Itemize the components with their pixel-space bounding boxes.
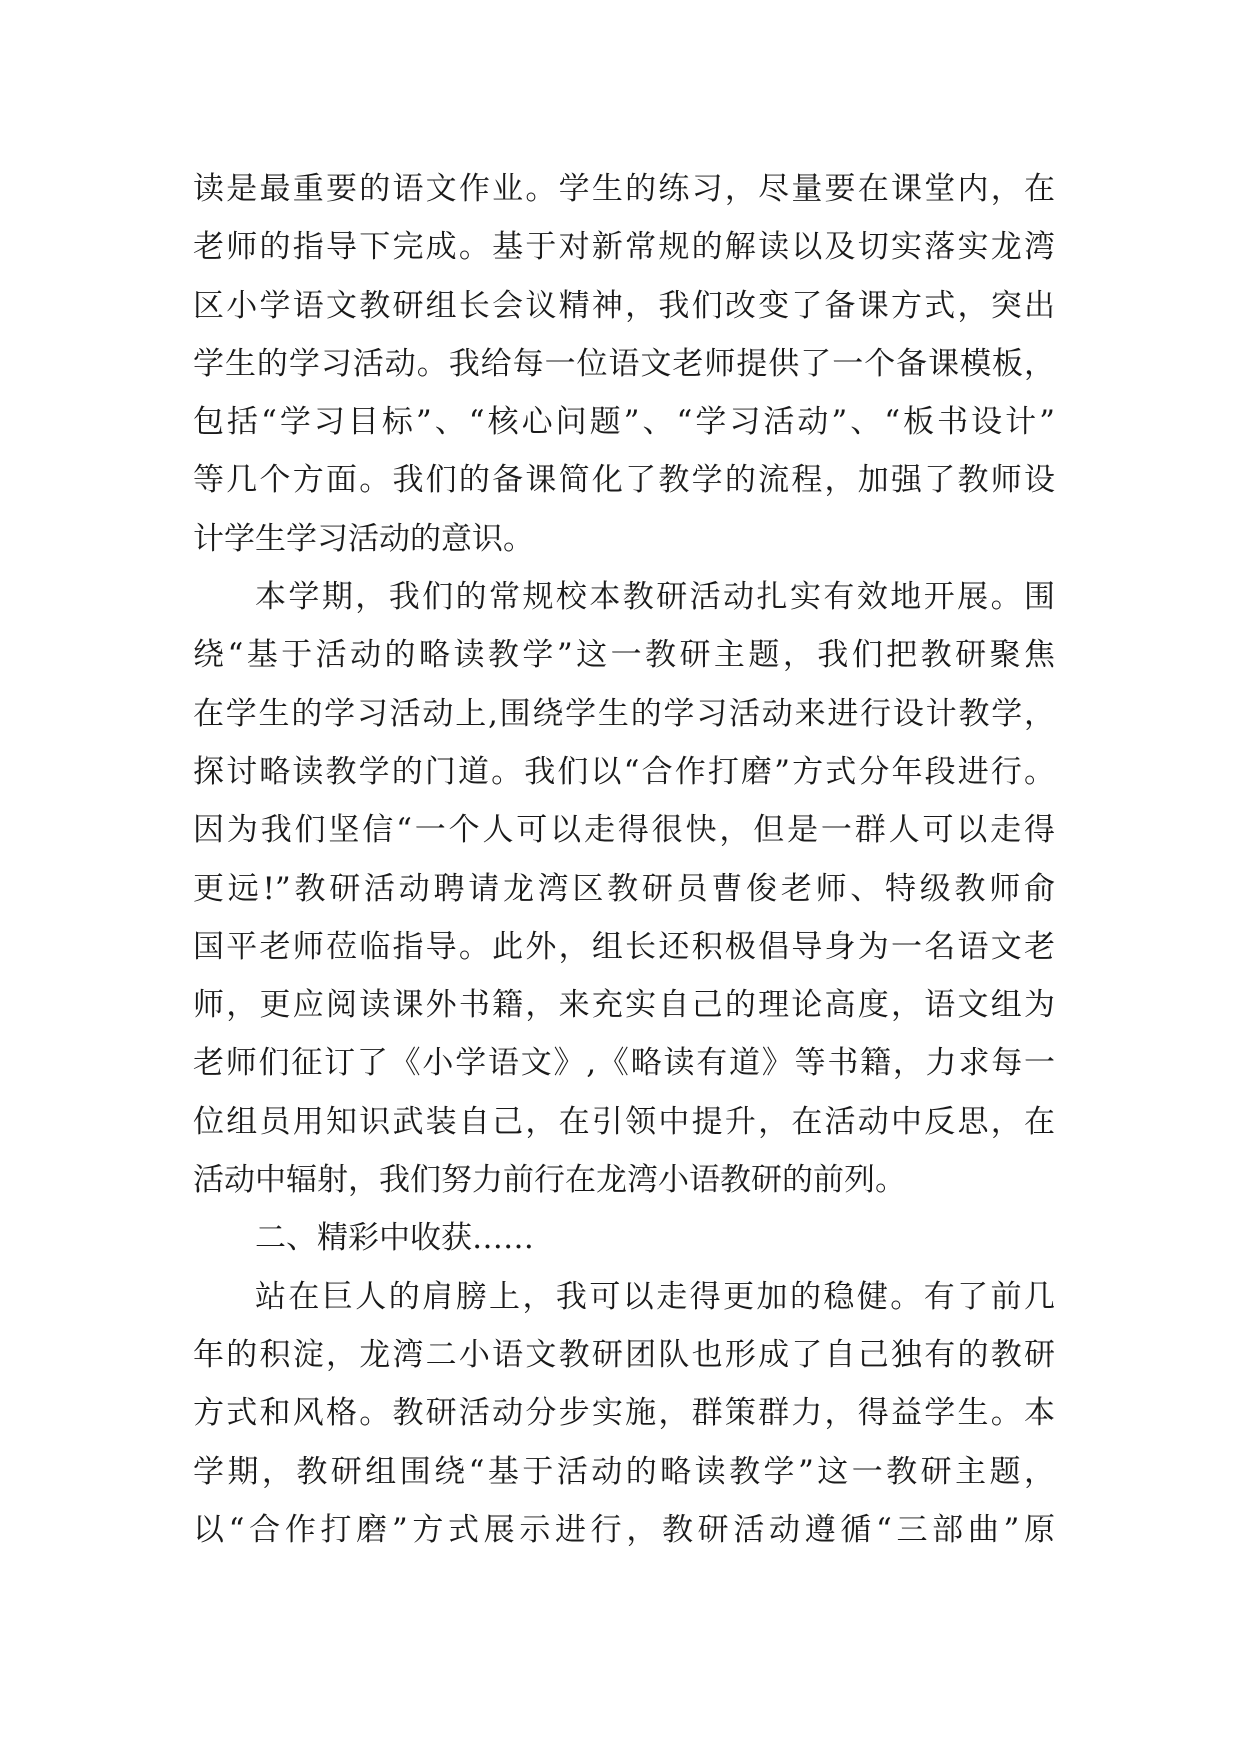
text-line: 方式和风格。教研活动分步实施，群策群力，得益学生。本 [193,1395,1055,1432]
text-line: 师，更应阅读课外书籍，来充实自己的理论高度，语文组为 [193,987,1055,1024]
text-line: 二、精彩中收获…… [255,1220,534,1257]
text-line: 区小学语文教研组长会议精神，我们改变了备课方式，突出 [193,287,1055,324]
text-line: 绕“基于活动的略读教学”这一教研主题，我们把教研聚焦 [193,637,1055,674]
text-line: 位组员用知识武装自己，在引领中提升，在活动中反思，在 [193,1103,1055,1140]
text-line: 学生的学习活动。我给每一位语文老师提供了一个备课模板， [193,345,1055,382]
text-line: 国平老师莅临指导。此外，组长还积极倡导身为一名语文老 [193,928,1055,965]
text-line: 探讨略读教学的门道。我们以“合作打磨”方式分年段进行。 [193,753,1055,790]
document-page [193,160,1055,1559]
text-line: 因为我们坚信“一个人可以走得很快，但是一群人可以走得 [193,812,1055,849]
text-line: 活动中辐射，我们努力前行在龙湾小语教研的前列。 [193,1162,906,1199]
text-line: 本学期，我们的常规校本教研活动扎实有效地开展。围 [255,579,1055,616]
section-heading [193,1209,1055,1267]
text-line: 学期，教研组围绕“基于活动的略读教学”这一教研主题， [193,1453,1055,1490]
text-line: 在学生的学习活动上,围绕学生的学习活动来进行设计教学， [193,695,1055,732]
text-line: 读是最重要的语文作业。学生的练习，尽量要在课堂内，在 [193,171,1055,207]
paragraph-1 [193,160,1055,568]
text-line: 站在巨人的肩膀上，我可以走得更加的稳健。有了前几 [255,1278,1055,1315]
text-line: 计学生学习活动的意识。 [193,520,534,557]
text-line: 以“合作打磨”方式展示进行，教研活动遵循“三部曲”原 [193,1511,1055,1548]
text-line: 等几个方面。我们的备课简化了教学的流程，加强了教师设 [193,462,1055,499]
text-line: 老师的指导下完成。基于对新常规的解读以及切实落实龙湾 [193,229,1055,266]
text-line: 包括“学习目标”、“核心问题”、“学习活动”、“板书设计” [193,404,1055,441]
text-line: 老师们征订了《小学语文》,《略读有道》等书籍，力求每一 [193,1045,1055,1082]
text-line: 年的积淀，龙湾二小语文教研团队也形成了自己独有的教研 [193,1336,1055,1373]
paragraph-2 [193,568,1055,1209]
text-line: 更远!”教研活动聘请龙湾区教研员曹俊老师、特级教师俞 [193,870,1055,907]
paragraph-4 [193,1268,1055,1559]
